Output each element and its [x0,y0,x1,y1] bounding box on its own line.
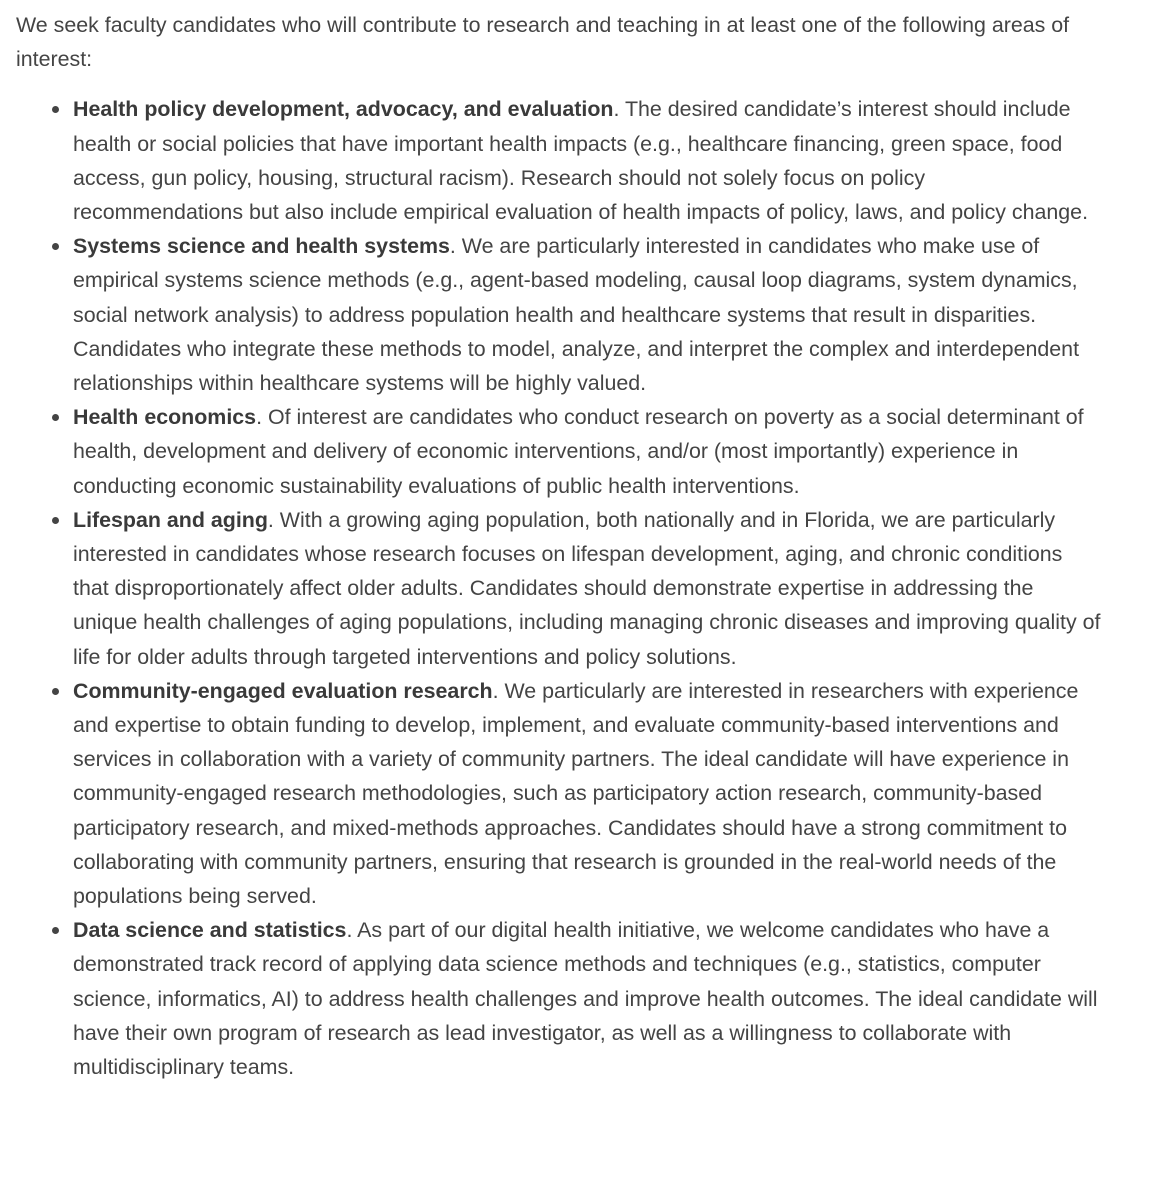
list-item-health-economics [73,400,1151,503]
areas-of-interest-list [16,92,1151,1084]
list-item-community-engaged [73,674,1151,913]
area-description: . With a growing aging population, both nationally and in Florida, we are particularly interested in candidates whose research focuses on lifespan development, aging, and chronic conditions that disproportionately affect older adults. Candidates should demonstrate expertise in addressing the unique health challenges of aging populations, including managing chronic diseases and improving quality of life for older adults through targeted interventions and policy solutions. [73,507,1101,669]
area-description: . Of interest are candidates who conduct research on poverty as a social determinant of health, development and delivery of economic interventions, and/or (most importantly) experience in conducting economic sustainability evaluations of public health interventions. [73,405,1084,498]
intro-paragraph: We seek faculty candidates who will contribute to research and teaching in at least one of the following areas of interest: [16,13,1070,72]
area-description: . The desired candidate’s interest should include health or social policies that have important health impacts (e.g., healthcare financing, green space, food access, gun policy, housing, structural racism). Research should not solely focus on policy recommendations but also include empirical evaluation of health impacts of policy, laws, and policy change. [73,97,1089,225]
list-item-systems-science [73,229,1151,400]
area-title: Health economics [73,405,257,430]
list-item-health-policy [73,92,1151,229]
area-title: Data science and statistics [73,918,347,943]
area-description: . We particularly are interested in researchers with experience and expertise to obtain funding to develop, implement, and evaluate community-based interventions and services in collaboration with a variety of community partners. The ideal candidate will have experience in community-engaged research methodologies, such as participatory action research, community-based participatory research, and mixed-methods approaches. Candidates should have a strong commitment to collaborating with community partners, ensuring that research is grounded in the real-world needs of the populations being served. [73,678,1079,909]
list-item-lifespan-aging [73,503,1151,674]
area-title: Health policy development, advocacy, and evaluation [73,97,614,122]
area-description: . We are particularly interested in candidates who make use of empirical systems science methods (e.g., agent-based modeling, causal loop diagrams, system dynamics, social network analysis) to address population health and healthcare systems that result in disparities. Candidates who integrate these methods to model, analyze, and interpret the complex and interdependent relationships within healthcare systems will be highly valued. [73,234,1080,396]
area-title: Systems science and health systems [73,234,450,259]
area-description: . As part of our digital health initiative, we welcome candidates who have a demonstrated track record of applying data science methods and techniques (e.g., statistics, computer science, informatics, AI) to address health challenges and improve health outcomes. The ideal candidate will have their own program of research as lead investigator, as well as a willingness to collaborate with multidisciplinary teams. [73,918,1098,1080]
area-title: Lifespan and aging [73,507,268,532]
list-item-data-science [73,913,1151,1084]
area-title: Community-engaged evaluation research [73,678,493,703]
